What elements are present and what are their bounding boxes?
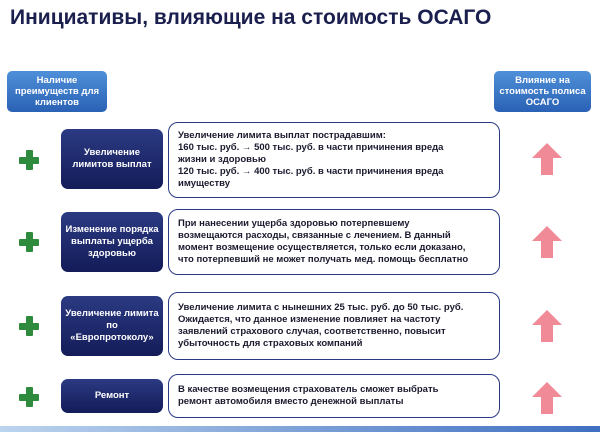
plus-icon bbox=[19, 150, 39, 170]
initiative-label: Увеличение лимитов выплат bbox=[61, 129, 163, 189]
description-line: убыточность для страховых компаний bbox=[178, 338, 363, 349]
bottom-accent-bar bbox=[0, 426, 600, 432]
description-line: возмещаются расходы, связанные с лечением. В данный bbox=[178, 230, 451, 241]
description-line: Увеличение лимита выплат пострадавшим: bbox=[178, 130, 386, 141]
description-line: В качестве возмещения страхователь сможет выбрать bbox=[178, 384, 439, 395]
plus-icon bbox=[19, 387, 39, 407]
initiative-row-health-damage bbox=[0, 209, 600, 275]
initiative-description bbox=[168, 209, 500, 275]
description-line: что потерпевший не может получать мед. помощь бесплатно bbox=[178, 254, 469, 265]
initiative-row-repair bbox=[0, 374, 600, 418]
page-title: Инициативы, влияющие на стоимость ОСАГО bbox=[10, 6, 492, 29]
plus-icon bbox=[19, 316, 39, 336]
initiative-label: Увеличение лимита по «Европротоколу» bbox=[61, 296, 163, 356]
description-line: заявлений страхового случая, соответственно, повысит bbox=[178, 326, 446, 337]
initiative-row-europrotocol bbox=[0, 292, 600, 360]
up-arrow-icon bbox=[532, 310, 562, 342]
description-line: 120 тыс. руб. → 400 тыс. руб. в части причинения вреда bbox=[178, 166, 444, 177]
description-line: 160 тыс. руб. → 500 тыс. руб. в части причинения вреда bbox=[178, 142, 444, 153]
description-line: При нанесении ущерба здоровью потерпевшему bbox=[178, 218, 410, 229]
description-line: имуществу bbox=[178, 178, 231, 189]
initiative-row-payout-limits bbox=[0, 122, 600, 198]
up-arrow-icon bbox=[532, 143, 562, 175]
up-arrow-icon bbox=[532, 382, 562, 414]
description-line: Увеличение лимита с нынешних 25 тыс. руб. до 50 тыс. руб. bbox=[178, 302, 464, 313]
description-line: жизни и здоровью bbox=[178, 154, 266, 165]
description-line: момент возмещение осуществляется, только если доказано, bbox=[178, 242, 466, 253]
initiative-description bbox=[168, 122, 500, 198]
header-price-impact: Влияние на стоимость полиса ОСАГО bbox=[494, 71, 591, 112]
header-client-benefits: Наличие преимуществ для клиентов bbox=[7, 71, 107, 112]
initiative-description bbox=[168, 292, 500, 360]
description-line: ремонт автомобиля вместо денежной выплаты bbox=[178, 396, 404, 407]
up-arrow-icon bbox=[532, 226, 562, 258]
initiative-label: Изменение порядка выплаты ущерба здоровью bbox=[61, 212, 163, 272]
description-line: Ожидается, что данное изменение повлияет на частоту bbox=[178, 314, 441, 325]
initiative-description bbox=[168, 374, 500, 418]
initiative-label: Ремонт bbox=[61, 379, 163, 413]
plus-icon bbox=[19, 232, 39, 252]
